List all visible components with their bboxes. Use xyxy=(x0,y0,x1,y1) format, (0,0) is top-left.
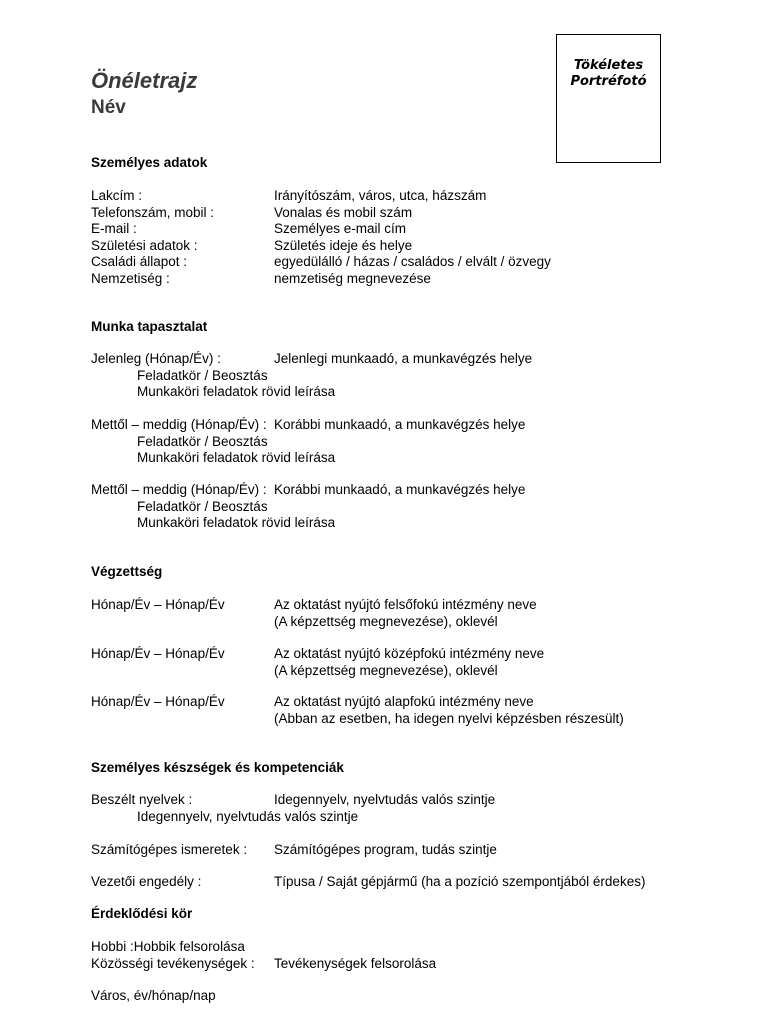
education-institution: Az oktatást nyújtó felsőfokú intézmény neve xyxy=(274,597,537,612)
personal-label: E-mail : xyxy=(91,221,137,236)
education-institution: Az oktatást nyújtó középfokú intézmény neve xyxy=(274,646,545,661)
skills-computer-label: Számítógépes ismeretek : xyxy=(91,842,248,857)
work-role: Feladatkör / Beosztás xyxy=(137,433,268,449)
personal-label: Telefonszám, mobil : xyxy=(91,204,215,220)
personal-value: Személyes e-mail cím xyxy=(274,221,407,236)
document-title: Önéletrajz xyxy=(91,68,198,93)
personal-label: Születési adatok : xyxy=(91,237,198,253)
section-heading-work: Munka tapasztalat xyxy=(91,319,208,334)
personal-value: egyedülálló / házas / családos / elvált / özvegy xyxy=(274,254,551,269)
section-heading-education: Végzettség xyxy=(91,564,163,579)
applicant-name: Név xyxy=(91,97,126,118)
work-employer: Korábbi munkaadó, a munkavégzés helye xyxy=(274,482,526,497)
work-period: Jelenleg (Hónap/Év) : xyxy=(91,351,221,366)
photo-placeholder xyxy=(556,34,661,163)
education-institution: Az oktatást nyújtó alapfokú intézmény neve xyxy=(274,694,534,709)
skills-languages-value-2: Idegennyelv, nyelvtudás valós szintje xyxy=(137,808,359,824)
education-degree: (A képzettség megnevezése), oklevél xyxy=(274,662,498,678)
skills-license-label: Vezetői engedély : xyxy=(91,874,202,889)
photo-label-line1: Tökéletes xyxy=(573,58,644,73)
section-heading-personal: Személyes adatok xyxy=(91,155,208,170)
work-role: Feladatkör / Beosztás xyxy=(137,367,268,383)
interests-community-label: Közösségi tevékenységek : xyxy=(91,955,255,971)
skills-languages-value: Idegennyelv, nyelvtudás valós szintje xyxy=(274,792,496,807)
work-description: Munkaköri feladatok rövid leírása xyxy=(137,515,336,530)
interests-hobby: Hobbi :Hobbik felsorolása xyxy=(91,939,245,954)
work-description: Munkaköri feladatok rövid leírása xyxy=(137,384,336,399)
work-description: Munkaköri feladatok rövid leírása xyxy=(137,450,336,465)
personal-label: Családi állapot : xyxy=(91,254,188,269)
interests-community-value: Tevékenységek felsorolása xyxy=(274,955,437,971)
work-period: Mettől – meddig (Hónap/Év) : xyxy=(91,417,267,432)
personal-label: Lakcím : xyxy=(91,188,143,203)
education-degree: (Abban az esetben, ha idegen nyelvi képzésben részesült) xyxy=(274,710,624,726)
section-heading-interests: Érdeklődési kör xyxy=(91,906,193,921)
work-role: Feladatkör / Beosztás xyxy=(137,498,268,514)
education-period: Hónap/Év – Hónap/Év xyxy=(91,646,225,661)
education-degree: (A képzettség megnevezése), oklevél xyxy=(274,613,498,629)
personal-value: nemzetiség megnevezése xyxy=(274,270,431,286)
skills-license-value: Típusa / Saját gépjármű (ha a pozíció szempontjából érdekes) xyxy=(274,874,646,889)
education-period: Hónap/Év – Hónap/Év xyxy=(91,597,225,612)
work-employer: Korábbi munkaadó, a munkavégzés helye xyxy=(274,417,526,432)
personal-value: Irányítószám, város, utca, házszám xyxy=(274,188,487,203)
skills-computer-value: Számítógépes program, tudás szintje xyxy=(274,842,497,857)
section-heading-skills: Személyes készségek és kompetenciák xyxy=(91,760,344,775)
personal-value: Vonalas és mobil szám xyxy=(274,204,413,220)
place-and-date: Város, év/hónap/nap xyxy=(91,988,216,1003)
personal-label: Nemzetiség : xyxy=(91,270,170,286)
work-period: Mettől – meddig (Hónap/Év) : xyxy=(91,482,267,497)
education-period: Hónap/Év – Hónap/Év xyxy=(91,694,225,709)
work-employer: Jelenlegi munkaadó, a munkavégzés helye xyxy=(274,351,533,366)
skills-languages-label: Beszélt nyelvek : xyxy=(91,792,193,807)
personal-value: Születés ideje és helye xyxy=(274,237,413,253)
photo-label-line2: Portréfotó xyxy=(570,74,647,89)
